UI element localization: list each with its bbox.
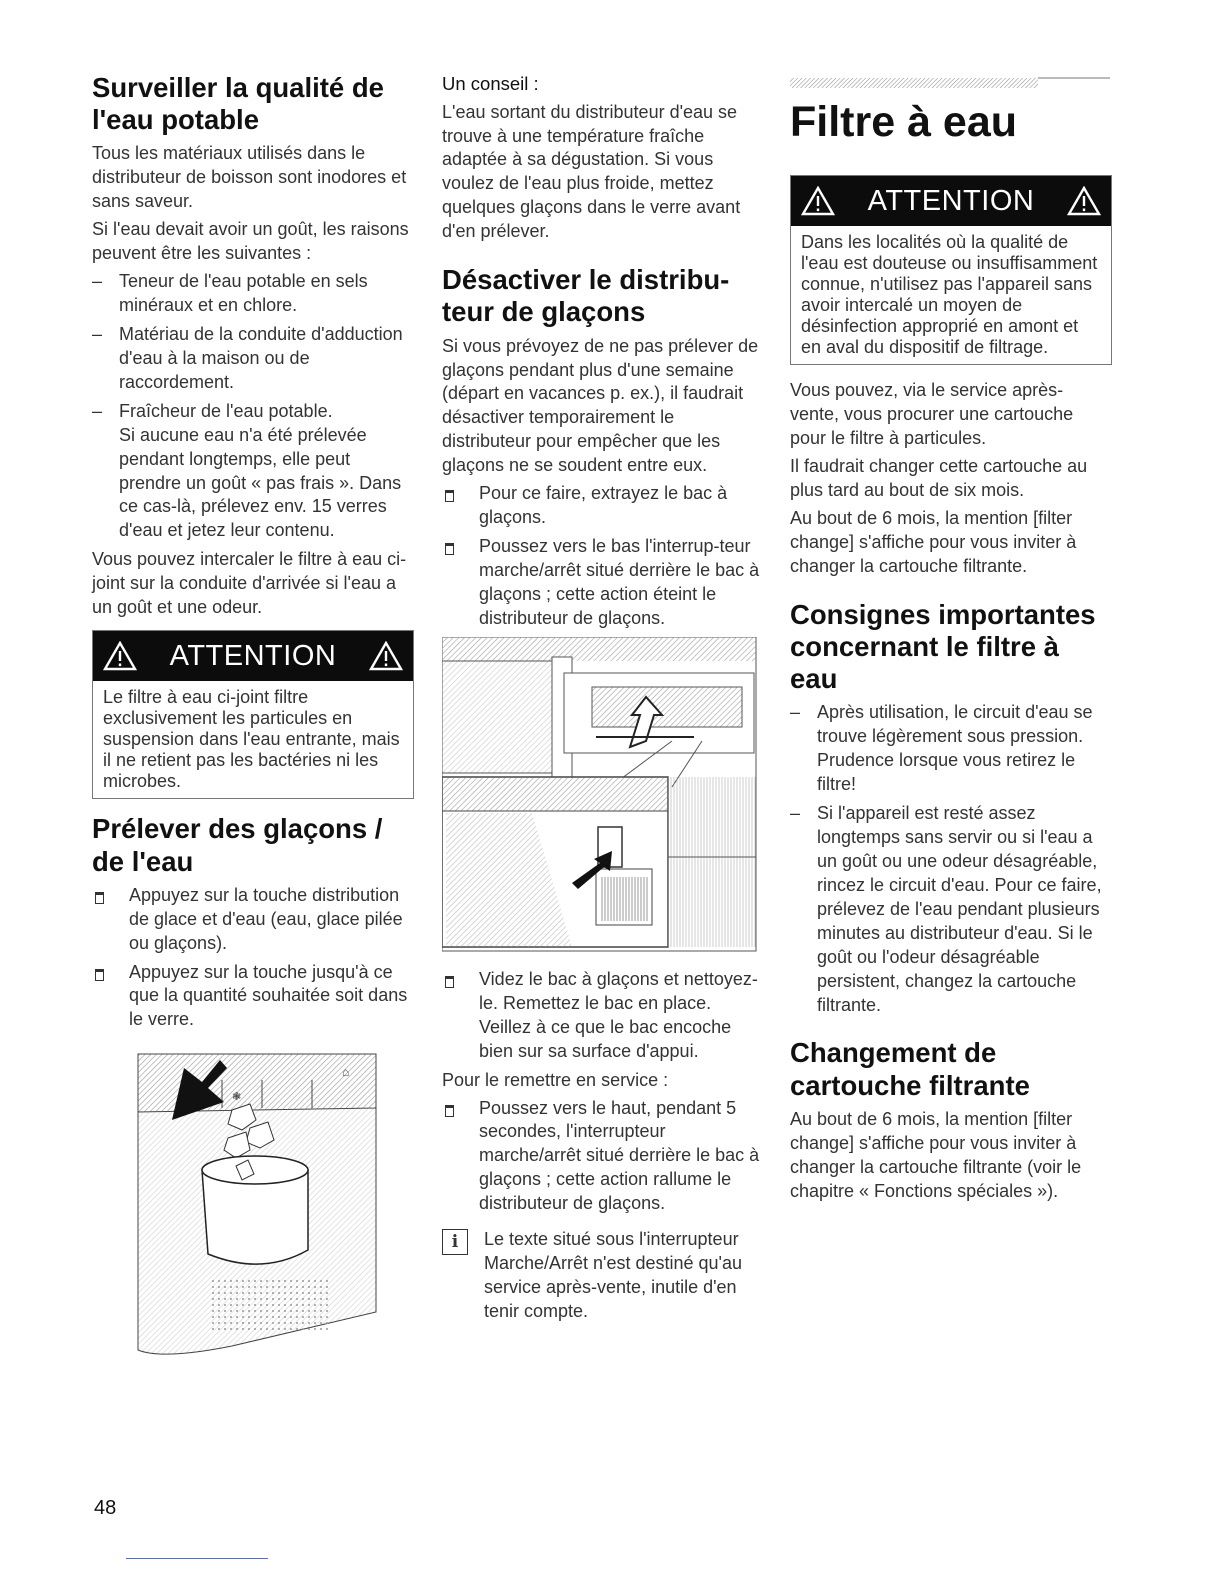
paragraph-deactivate: Si vous prévoyez de ne pas prélever de glaçons pendant plus d'une semaine (départ en vacances p. ex.), il faudrait désactiver temporairement le distributeur pour empêcher que les glaçons ne se soudent entre eux. — [442, 335, 759, 476]
paragraph-filter-change-message: Au bout de 6 mois, la mention [filter change] s'affiche pour vous inviter à changer la cartouche filtrante. — [790, 507, 1077, 576]
info-note-text: Le texte situé sous l'interrupteur Marche/Arrêt n'est destiné qu'au service après-vente, inutile d'en tenir compte. — [484, 1229, 743, 1321]
list-item: Appuyez sur la touche distribution de glace et d'eau (eau, glace pilée ou glaçons). — [92, 884, 414, 956]
page-number: 48 — [94, 1497, 117, 1519]
reasons-list — [92, 270, 414, 543]
heading-cartridge-change: Changement de cartouche filtrante — [790, 1037, 1030, 1101]
tip-label: Un conseil : — [442, 73, 539, 94]
footer-rule — [126, 1558, 268, 1559]
paragraph-taste-reasons: Si l'eau devait avoir un goût, les raisons peuvent être les suivantes : — [92, 219, 409, 264]
list-item: Poussez vers le haut, pendant 5 secondes, l'interrupteur marche/arrêt situé derrière le bac à glaçons ; cette action rallume le distributeur de glaçons. — [442, 1097, 760, 1217]
attention-box — [92, 630, 414, 799]
svg-text:❃: ❃ — [232, 1091, 242, 1104]
attention-text: Le filtre à eau ci-joint filtre exclusivement les particules en suspension dans l'eau entrante, mais il ne retient pas les bactéries ni les microbes. — [103, 687, 400, 792]
list-item: – Après utilisation, le circuit d'eau se trouve légèrement sous pression. Prudence lorsque vous retirez le filtre! — [790, 701, 1112, 797]
column-left — [92, 72, 414, 1367]
warning-triangle-icon — [103, 641, 137, 671]
heading-deactivate: Désactiver le distribu-teur de glaçons — [442, 264, 730, 328]
column-middle — [442, 72, 760, 1324]
dispense-steps — [92, 884, 414, 1033]
svg-text:⌂: ⌂ — [342, 1065, 350, 1080]
paragraph-restart: Pour le remettre en service : — [442, 1069, 669, 1090]
list-item: Pour ce faire, extrayez le bac à glaçons. — [442, 482, 760, 530]
warning-triangle-icon — [369, 641, 403, 671]
list-item: Videz le bac à glaçons et nettoyez-le. Remettez le bac en place. Veillez à ce que le bac encoche bien sur sa surface d'appui. — [442, 968, 760, 1064]
attention-box — [790, 175, 1112, 365]
attention-title: ATTENTION — [169, 639, 337, 672]
clean-steps — [442, 968, 760, 1064]
warning-triangle-icon — [1067, 186, 1101, 216]
heading-dispense: Prélever des glaçons / de l'eau — [92, 813, 383, 877]
warning-triangle-icon — [801, 186, 835, 216]
attention-text: Dans les localités où la qualité de l'eau est douteuse ou insuffisamment connue, n'utilisez pas l'appareil sans avoir intercalé un moyen de désinfection approprié en amont et en aval du dispositif de filtrage. — [801, 232, 1098, 358]
paragraph-filter-option: Vous pouvez intercaler le filtre à eau ci-joint sur la conduite d'arrivée si l'eau a un goût et une odeur. — [92, 549, 407, 618]
list-item: Poussez vers le bas l'interrup-teur marche/arrêt situé derrière le bac à glaçons ; cette action éteint le distributeur de glaçons. — [442, 535, 760, 631]
deactivate-steps — [442, 482, 760, 631]
list-item-text: – Fraîcheur de l'eau potable. — [119, 400, 333, 421]
list-item: – Teneur de l'eau potable en sels minéraux et en chlore. — [92, 270, 414, 318]
list-item — [92, 400, 414, 544]
attention-title: ATTENTION — [867, 184, 1035, 217]
dispenser-illustration — [132, 1050, 414, 1367]
tip-text: L'eau sortant du distributeur d'eau se trouve à une température fraîche adaptée à sa dégustation. Si vous voulez de l'eau plus froide, mettez quelques glaçons dans le verre avant d'en prélever. — [442, 101, 741, 242]
important-notes-list — [790, 701, 1112, 1017]
list-item: – Matériau de la conduite d'adduction d'eau à la maison ou de raccordement. — [92, 323, 414, 395]
paragraph-change-interval: Il faudrait changer cette cartouche au plus tard au bout de six mois. — [790, 456, 1088, 501]
list-item: – Si l'appareil est resté assez longtemps sans servir ou si l'eau a un goût ou une odeur désagréable, rincez le circuit d'eau. Pour ce faire, prélevez de l'eau pendant plusieurs minutes au distributeur d'eau. Si le goût ou l'odeur désagréable persistent, changez la cartouche filtrante. — [790, 802, 1112, 1017]
info-icon: i — [442, 1229, 468, 1255]
restart-steps — [442, 1097, 760, 1217]
attention-header — [93, 631, 413, 681]
page-title: Filtre à eau — [790, 98, 1018, 146]
info-note — [442, 1228, 760, 1324]
paragraph-cartridge-change: Au bout de 6 mois, la mention [filter change] s'affiche pour vous inviter à changer la cartouche filtrante (voir le chapitre « Fonctions spéciales »). — [790, 1108, 1082, 1201]
heading-water-quality: Surveiller la qualité de l'eau potable — [92, 72, 384, 136]
list-item: Appuyez sur la touche jusqu'à ce que la quantité souhaitée soit dans le verre. — [92, 961, 414, 1033]
column-right — [790, 72, 1112, 1208]
ice-maker-illustration — [442, 637, 760, 958]
paragraph-materials: Tous les matériaux utilisés dans le distributeur de boisson sont inodores et sans saveur. — [92, 143, 407, 212]
list-item-extra: Si aucune eau n'a été prélevée pendant longtemps, elle peut prendre un goût « pas frais ». Dans ce cas-là, prélevez env. 15 verres d'eau et jetez leur contenu. — [119, 424, 402, 541]
heading-important-notes: Consignes importantes concernant le filtre à eau — [790, 598, 1096, 695]
attention-header — [791, 176, 1111, 226]
paragraph-cartridge-service: Vous pouvez, via le service après-vente, vous procurer une cartouche pour le filtre à particules. — [790, 380, 1074, 449]
